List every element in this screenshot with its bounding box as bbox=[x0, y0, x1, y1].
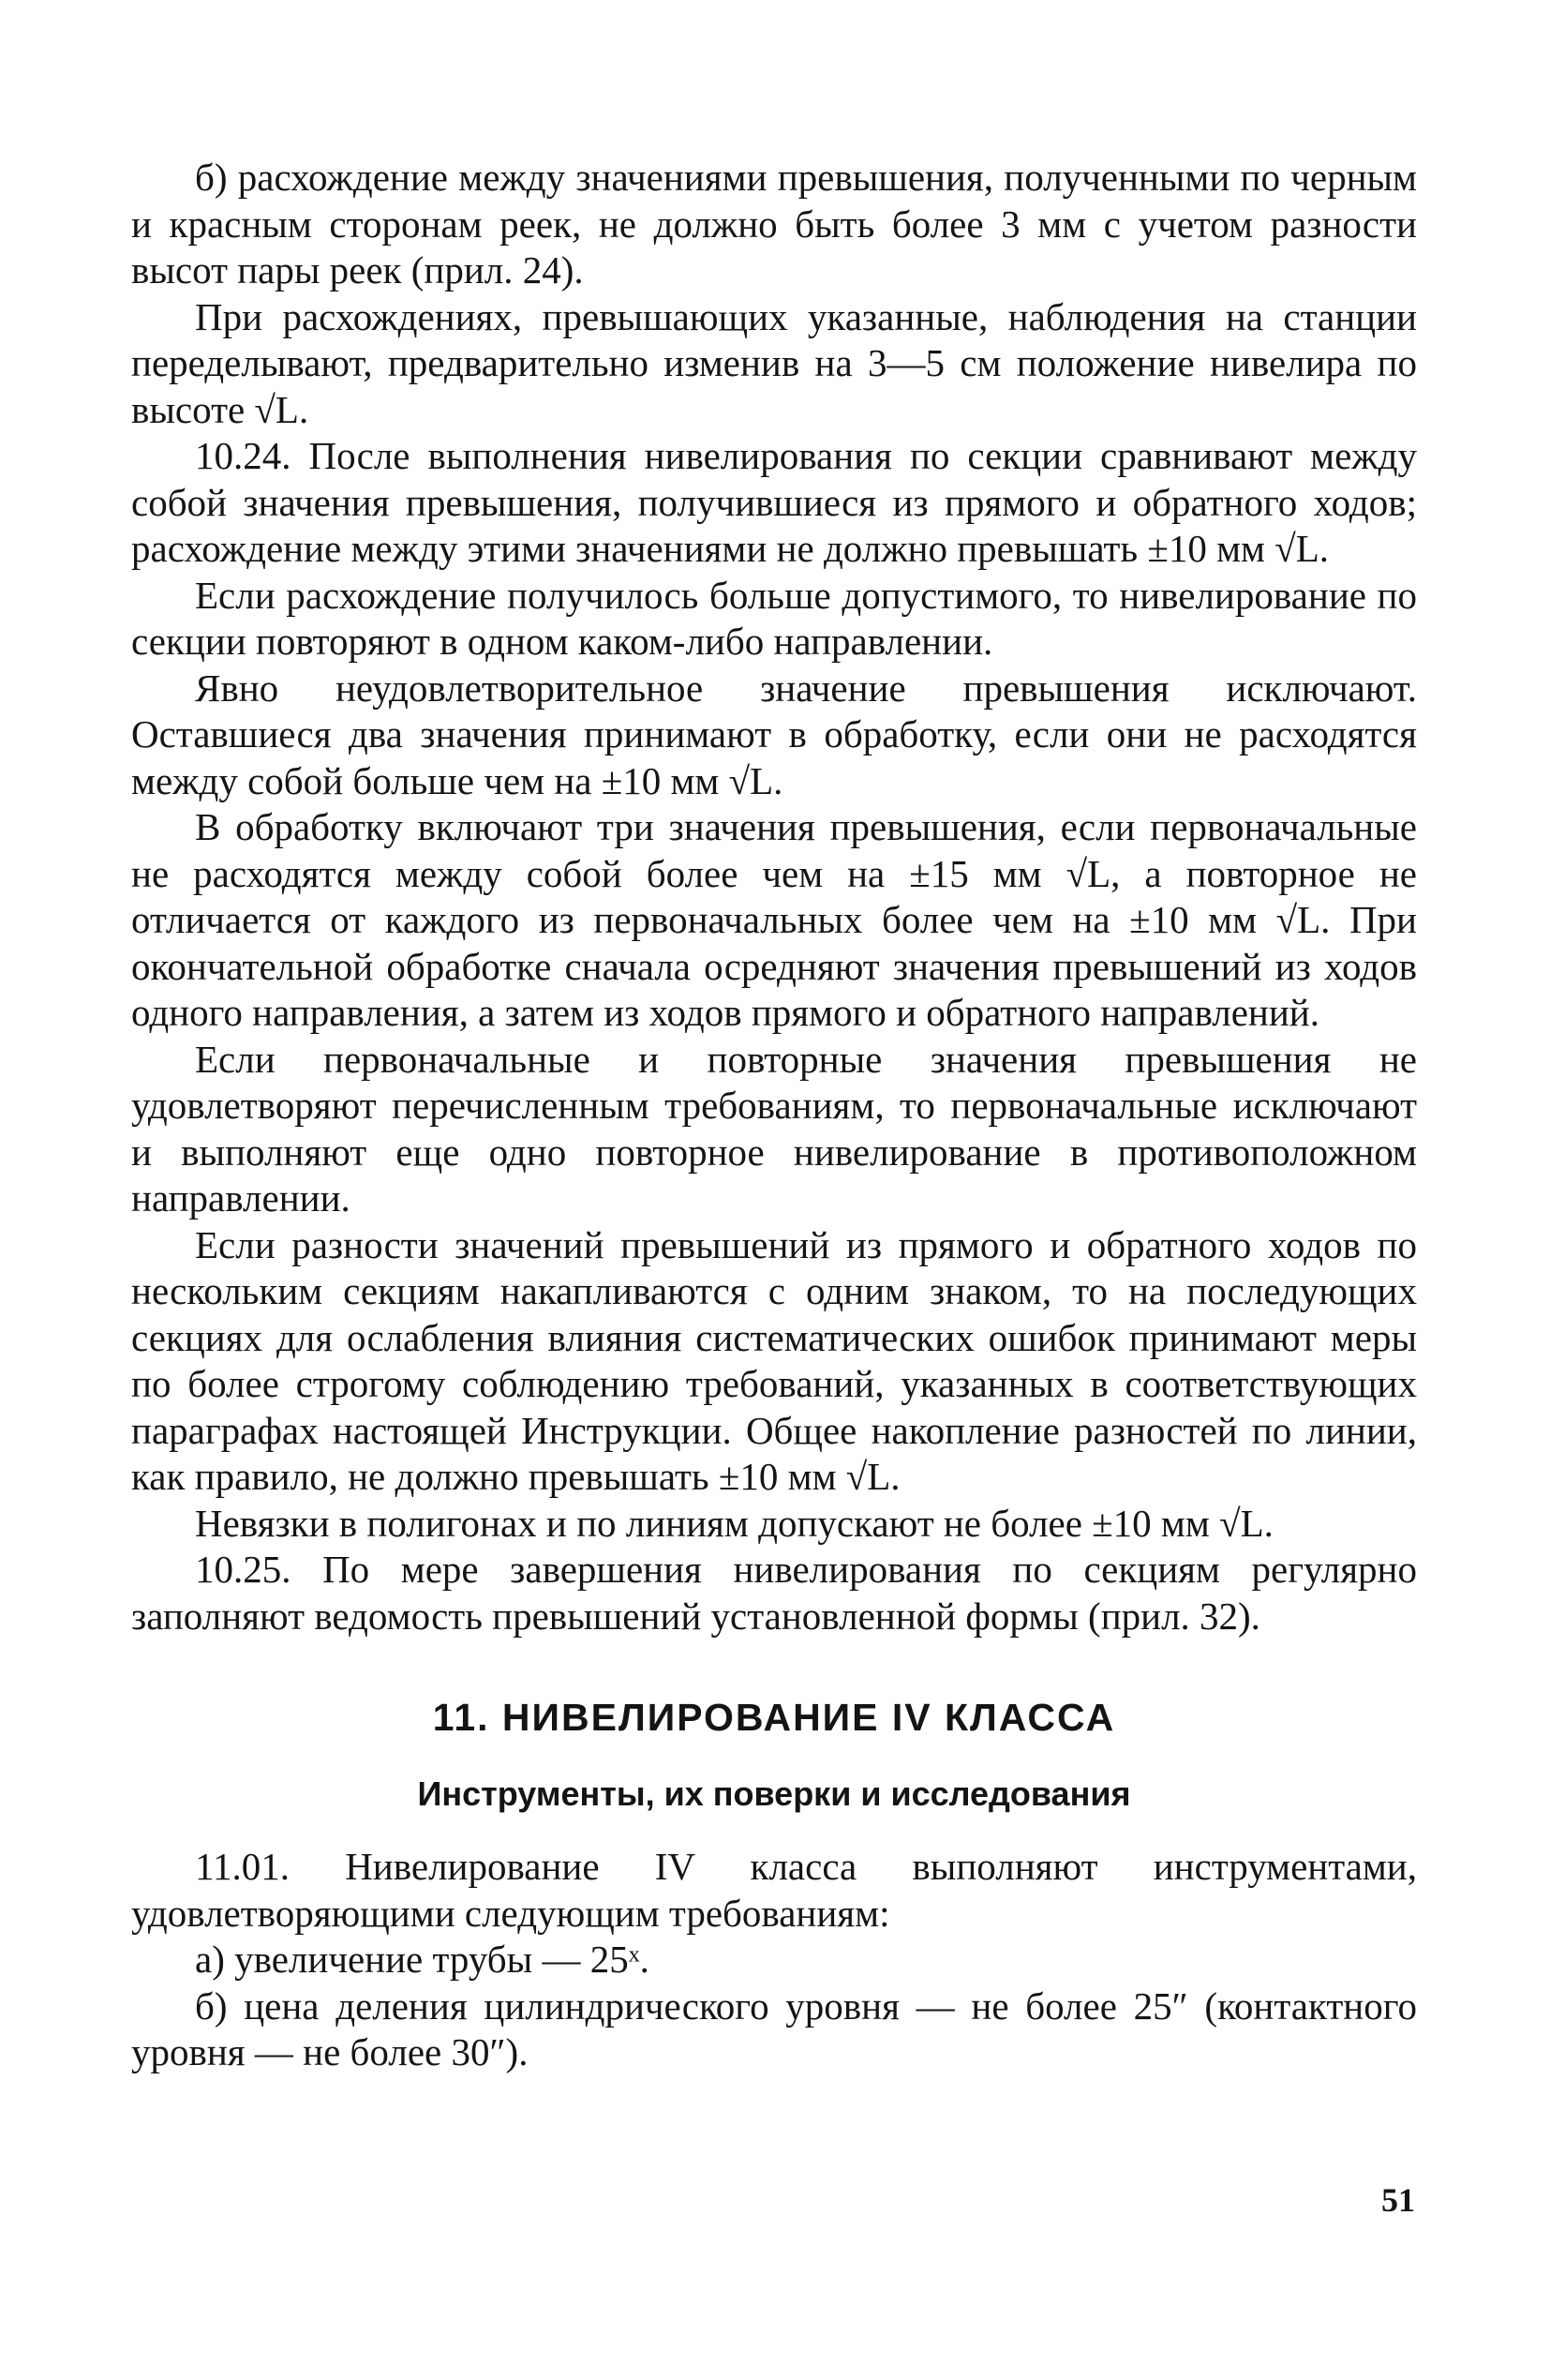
page-number: 51 bbox=[1381, 2181, 1415, 2219]
paragraph-opposite-direction: Если первоначальные и повторные значения превышения не удовлетворяют перечисленным требованиям, то первоначальные исключают и выполняют еще одно повторное нивелирование в противоположном направлении. bbox=[131, 1037, 1417, 1220]
subsection-title: Инструменты, их поверки и исследования bbox=[417, 1774, 1131, 1813]
paragraph-10-25: 10.25. По мере завершения нивелирования по секциям регулярно заполняют ведомость превышений установленной формы (прил. 32). bbox=[131, 1548, 1417, 1638]
paragraph-exclude-value: Явно неудовлетворительное значение превышения исключают. Оставшиеся два значения принимают в обработку, если они не расходятся между собой больше чем на ±10 мм √L. bbox=[131, 666, 1417, 802]
paragraph-station-redo: При расхождениях, превышающих указанные, наблюдения на станции переделывают, предварительно изменив на 3—5 см положение нивелира по высоте √L. bbox=[131, 294, 1417, 431]
section-title: 11. НИВЕЛИРОВАНИЕ IV КЛАССА bbox=[432, 1696, 1116, 1739]
paragraph-b-discrepancy: б) расхождение между значениями превышения, полученными по черным и красным сторонам реек, не должно быть более 3 мм с учетом разности высот пары реек (прил. 24). bbox=[131, 156, 1417, 292]
paragraph-10-24: 10.24. После выполнения нивелирования по секции сравнивают между собой значения превышения, получившиеся из прямого и обратного ходов; расхождение между этими значениями не должно превышать ±10 мм √L. bbox=[131, 434, 1417, 570]
paragraph-requirement-a: а) увеличение трубы — 25ˣ. bbox=[195, 1938, 649, 1981]
paragraph-accumulation: Если разности значений превышений из прямого и обратного ходов по нескольким секциям накапливаются с одним знаком, то на последующих секциях для ослабления влияния систематических ошибок принимают меры по более строгому соблюдению требований, указанных в соответствующих параграфах настоящей Инструкции. Общее накопление разностей по линии, как правило, не должно превышать ±10 мм √L. bbox=[131, 1222, 1417, 1498]
paragraph-11-01: 11.01. Нивелирование IV класса выполняют инструментами, удовлетворяющими следующим требованиям: bbox=[131, 1845, 1417, 1935]
paragraph-three-values: В обработку включают три значения превышения, если первоначальные не расходятся между собой более чем на ±15 мм √L, а повторное не отличается от каждого из первоначальных более чем на ±10 мм √L. При окончательной обработке сначала осредняют значения превышений из ходов одного направления, а затем из ходов прямого и обратного направлений. bbox=[131, 805, 1417, 1034]
paragraph-section-repeat: Если расхождение получилось больше допустимого, то нивелирование по секции повторяют в одном каком-либо направлении. bbox=[131, 573, 1417, 663]
page-content bbox=[131, 155, 1417, 2076]
paragraph-requirement-b: б) цена деления цилиндрического уровня — не более 25″ (контактного уровня — не более 30″). bbox=[131, 1983, 1417, 2073]
paragraph-misclosure: Невязки в полигонах и по линиям допускают не более ±10 мм √L. bbox=[195, 1501, 1274, 1545]
